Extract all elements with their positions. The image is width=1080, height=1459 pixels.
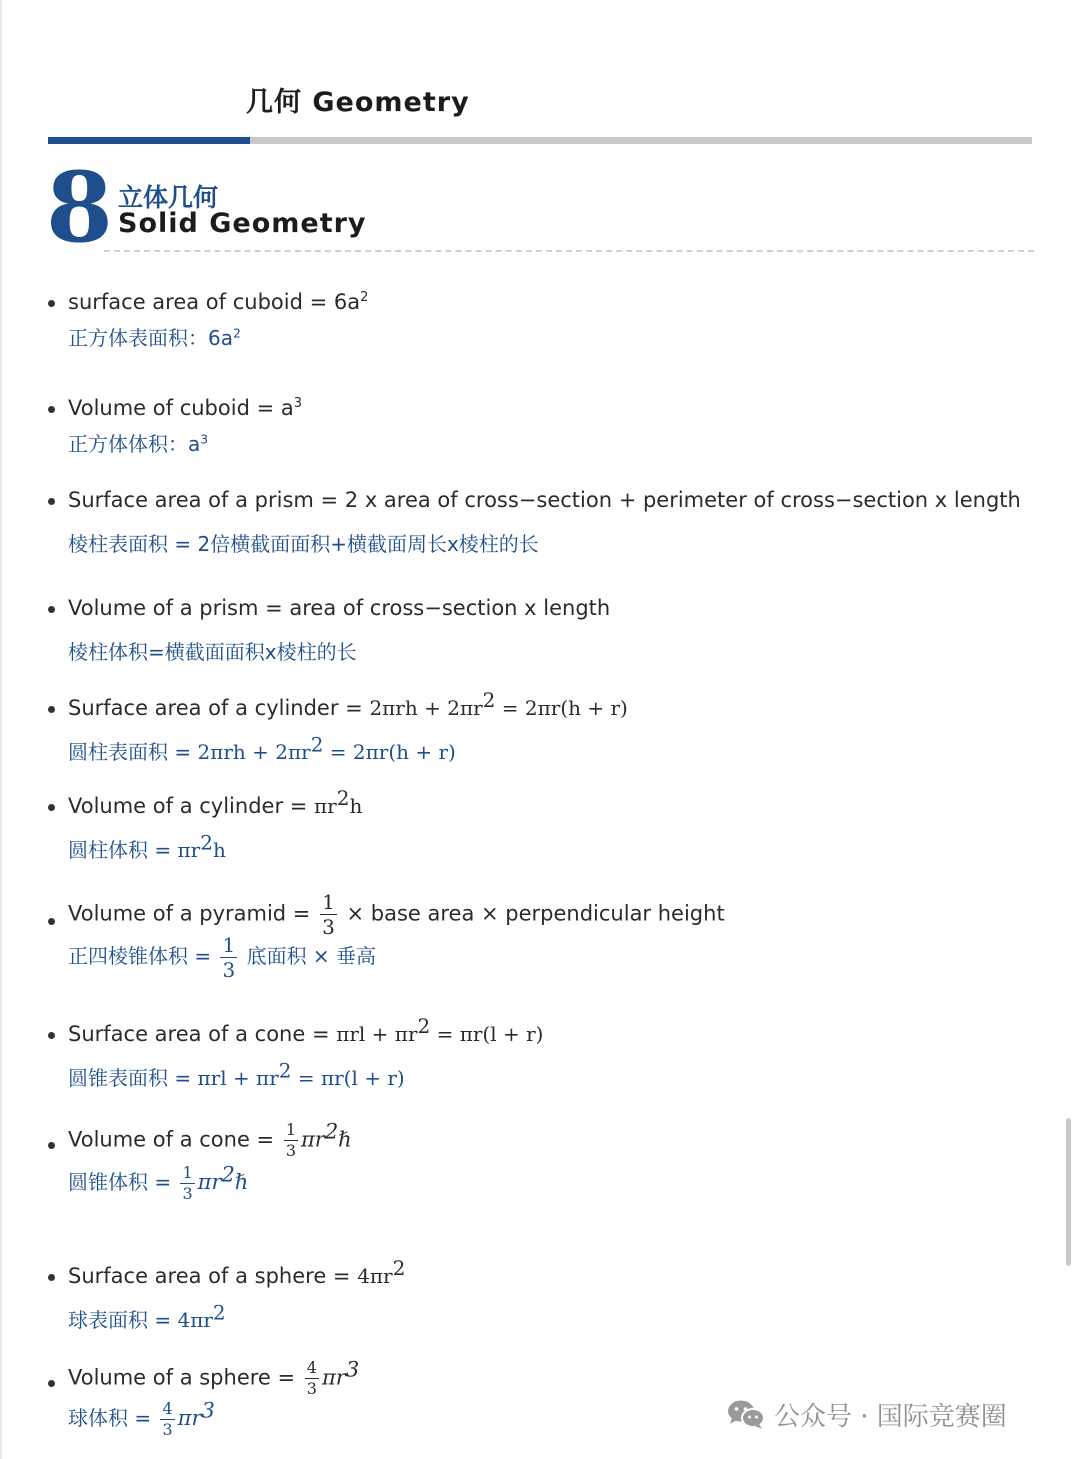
formula-math: 4πr <box>357 1264 393 1288</box>
formula-en <box>48 786 363 820</box>
fraction-numerator: 1 <box>182 1163 193 1182</box>
fraction-denominator: 3 <box>285 1141 296 1160</box>
formula-cn-text: 圆柱体积 = <box>68 838 178 862</box>
formula-en <box>48 1256 406 1290</box>
fraction <box>305 1360 319 1397</box>
formula-en-text: Volume of a pyramid = <box>68 901 318 926</box>
formula-cn <box>48 1300 405 1334</box>
formula-math: ℏ <box>338 1127 352 1152</box>
formula-en-text: Volume of a cone = <box>68 1127 281 1152</box>
bullet-icon <box>48 706 55 713</box>
bullet-icon <box>48 300 55 307</box>
bullet-icon <box>48 918 55 925</box>
fraction-denominator: 3 <box>322 915 335 939</box>
formula-math: = πr(l + r) <box>430 1022 544 1046</box>
formula-math: 2πrh + 2πr <box>197 740 311 764</box>
formula-cn-text: 棱柱表面积 = 2倍横截面面积+横截面周长x棱柱的长 <box>68 532 539 556</box>
formula-math: h <box>349 794 363 818</box>
formula-en-text: Volume of a prism = area of cross−section x length <box>68 596 611 620</box>
formula-cn <box>48 324 368 352</box>
formula-cn-text: 正四棱锥体积 = <box>68 944 218 968</box>
formula-math: 4πr <box>177 1308 213 1332</box>
formula-cn <box>48 732 628 766</box>
fraction-numerator: 1 <box>222 933 236 957</box>
page-title: 几何 Geometry <box>246 87 470 118</box>
scrollbar-thumb[interactable] <box>1066 1118 1071 1266</box>
formula-cn-text: 正方体体积：a <box>68 432 201 456</box>
watermark <box>726 1396 1007 1437</box>
formula-item-cone-volume <box>48 1119 352 1203</box>
formula-en <box>48 1119 352 1160</box>
fraction-denominator: 3 <box>222 958 236 982</box>
wechat-icon <box>726 1398 766 1437</box>
exponent: 2 <box>482 688 496 712</box>
formula-en-text: × base area × perpendicular height <box>339 901 725 926</box>
fraction-numerator: 1 <box>322 890 335 914</box>
formula-math: πr <box>321 1365 346 1390</box>
formula-item-sphere-surface <box>48 1256 406 1334</box>
exponent: 2 <box>336 786 350 810</box>
formula-cn-text: 圆柱表面积 = <box>68 740 198 764</box>
page-edge <box>0 0 2 1459</box>
formula-en-text: Volume of a sphere = <box>68 1365 302 1390</box>
fraction <box>180 1165 194 1202</box>
formula-en-text: Volume of cuboid = a <box>68 396 294 420</box>
formula-item-cylinder-volume <box>48 786 363 864</box>
section-number: 8 <box>46 151 113 264</box>
exponent: 3 <box>200 431 209 447</box>
formula-cn-text: 圆锥体积 = <box>68 1170 178 1194</box>
exponent: 2 <box>221 1162 235 1187</box>
exponent: 2 <box>310 732 324 757</box>
bullet-icon <box>48 1032 55 1039</box>
fraction <box>284 1122 298 1159</box>
bullet-icon <box>48 406 55 413</box>
formula-cn <box>48 935 725 980</box>
formula-cn-text: 圆锥表面积 = <box>68 1066 198 1090</box>
section-title-en: Solid Geometry <box>118 208 367 239</box>
formula-math: = 2πr(h + r) <box>323 740 456 764</box>
formula-en <box>48 594 610 622</box>
formula-en-text: Surface area of a cone = <box>68 1022 337 1046</box>
formula-item-cuboid-surface <box>48 288 368 352</box>
fraction <box>160 1401 174 1438</box>
formula-item-prism-surface <box>48 486 1021 558</box>
formula-math: = πr(l + r) <box>291 1066 405 1090</box>
formula-en-text: Surface area of a sphere = <box>68 1264 358 1288</box>
formula-cn-text: 球体积 = <box>68 1406 158 1430</box>
formula-item-cuboid-volume <box>48 394 302 458</box>
formula-cn <box>48 1162 352 1203</box>
formula-en-text: surface area of cuboid = 6a <box>68 290 361 314</box>
formula-en <box>48 394 302 422</box>
formula-math: h <box>212 838 226 862</box>
formula-en <box>48 892 725 937</box>
formula-en <box>48 1014 544 1048</box>
formula-math: = 2πr(h + r) <box>495 696 628 720</box>
formula-math: πrl + πr <box>336 1022 418 1046</box>
formula-en <box>48 1357 360 1398</box>
formula-item-sphere-volume <box>48 1357 360 1439</box>
bullet-icon <box>48 1142 55 1149</box>
exponent: 3 <box>201 1398 215 1423</box>
formula-en-text: Surface area of a prism = 2 x area of cross−section + perimeter of cross−section x length <box>68 488 1021 512</box>
formula-item-pyramid-volume <box>48 892 725 980</box>
fraction-numerator: 4 <box>162 1399 173 1418</box>
bullet-icon <box>48 1274 55 1281</box>
formula-cn <box>48 830 362 864</box>
exponent: 2 <box>212 1300 226 1325</box>
formula-cn-text: 正方体表面积：6a <box>68 326 233 350</box>
exponent: 2 <box>278 1058 292 1083</box>
bullet-icon <box>48 498 55 505</box>
formula-en-text: Surface area of a cylinder = <box>68 696 370 720</box>
exponent: 3 <box>345 1357 360 1382</box>
exponent: 2 <box>417 1014 431 1038</box>
formula-math: πrl + πr <box>197 1066 279 1090</box>
formula-math: πr <box>314 794 337 818</box>
formula-en <box>48 688 628 722</box>
formula-math: πr <box>301 1127 325 1152</box>
formula-cn-text: 棱柱体积=横截面面积x棱柱的长 <box>68 640 357 664</box>
bullet-icon <box>48 804 55 811</box>
formula-cn <box>48 638 610 666</box>
formula-math: πr <box>177 1406 202 1430</box>
header-rule-accent <box>48 137 250 144</box>
exponent: 3 <box>293 396 302 411</box>
formula-cn <box>48 1398 359 1439</box>
formula-cn-text: 球表面积 = <box>68 1308 178 1332</box>
formula-cn <box>48 530 1021 558</box>
fraction-numerator: 4 <box>306 1358 317 1377</box>
section-title-cn: 立体几何 <box>118 183 219 212</box>
fraction-denominator: 3 <box>162 1420 173 1439</box>
formula-item-cylinder-surface <box>48 688 628 766</box>
formula-math: 2πrh + 2πr <box>369 696 483 720</box>
formula-item-prism-volume <box>48 594 610 666</box>
formula-en-text: Volume of a cylinder = <box>68 794 315 818</box>
bullet-icon <box>48 1380 55 1387</box>
fraction-denominator: 3 <box>306 1379 317 1398</box>
fraction <box>320 892 337 937</box>
formula-math: ℏ <box>234 1170 249 1194</box>
exponent: 2 <box>200 830 213 855</box>
section-divider <box>104 250 1034 252</box>
watermark-text: 公众号 · 国际竞赛圈 <box>774 1402 1007 1432</box>
exponent: 2 <box>392 1256 406 1280</box>
fraction <box>220 935 237 980</box>
formula-math: πr <box>177 838 201 862</box>
exponent: 2 <box>324 1119 339 1144</box>
formula-en <box>48 486 1021 514</box>
formula-item-cone-surface <box>48 1014 544 1092</box>
exponent: 2 <box>360 290 369 305</box>
bullet-icon <box>48 606 55 613</box>
formula-cn <box>48 1058 543 1092</box>
formula-cn <box>48 430 302 458</box>
formula-cn-text: 底面积 × 垂高 <box>240 944 377 968</box>
exponent: 2 <box>232 325 241 341</box>
formula-math: πr <box>197 1170 222 1194</box>
fraction-denominator: 3 <box>182 1184 193 1203</box>
formula-en <box>48 288 368 316</box>
fraction-numerator: 1 <box>285 1120 296 1139</box>
